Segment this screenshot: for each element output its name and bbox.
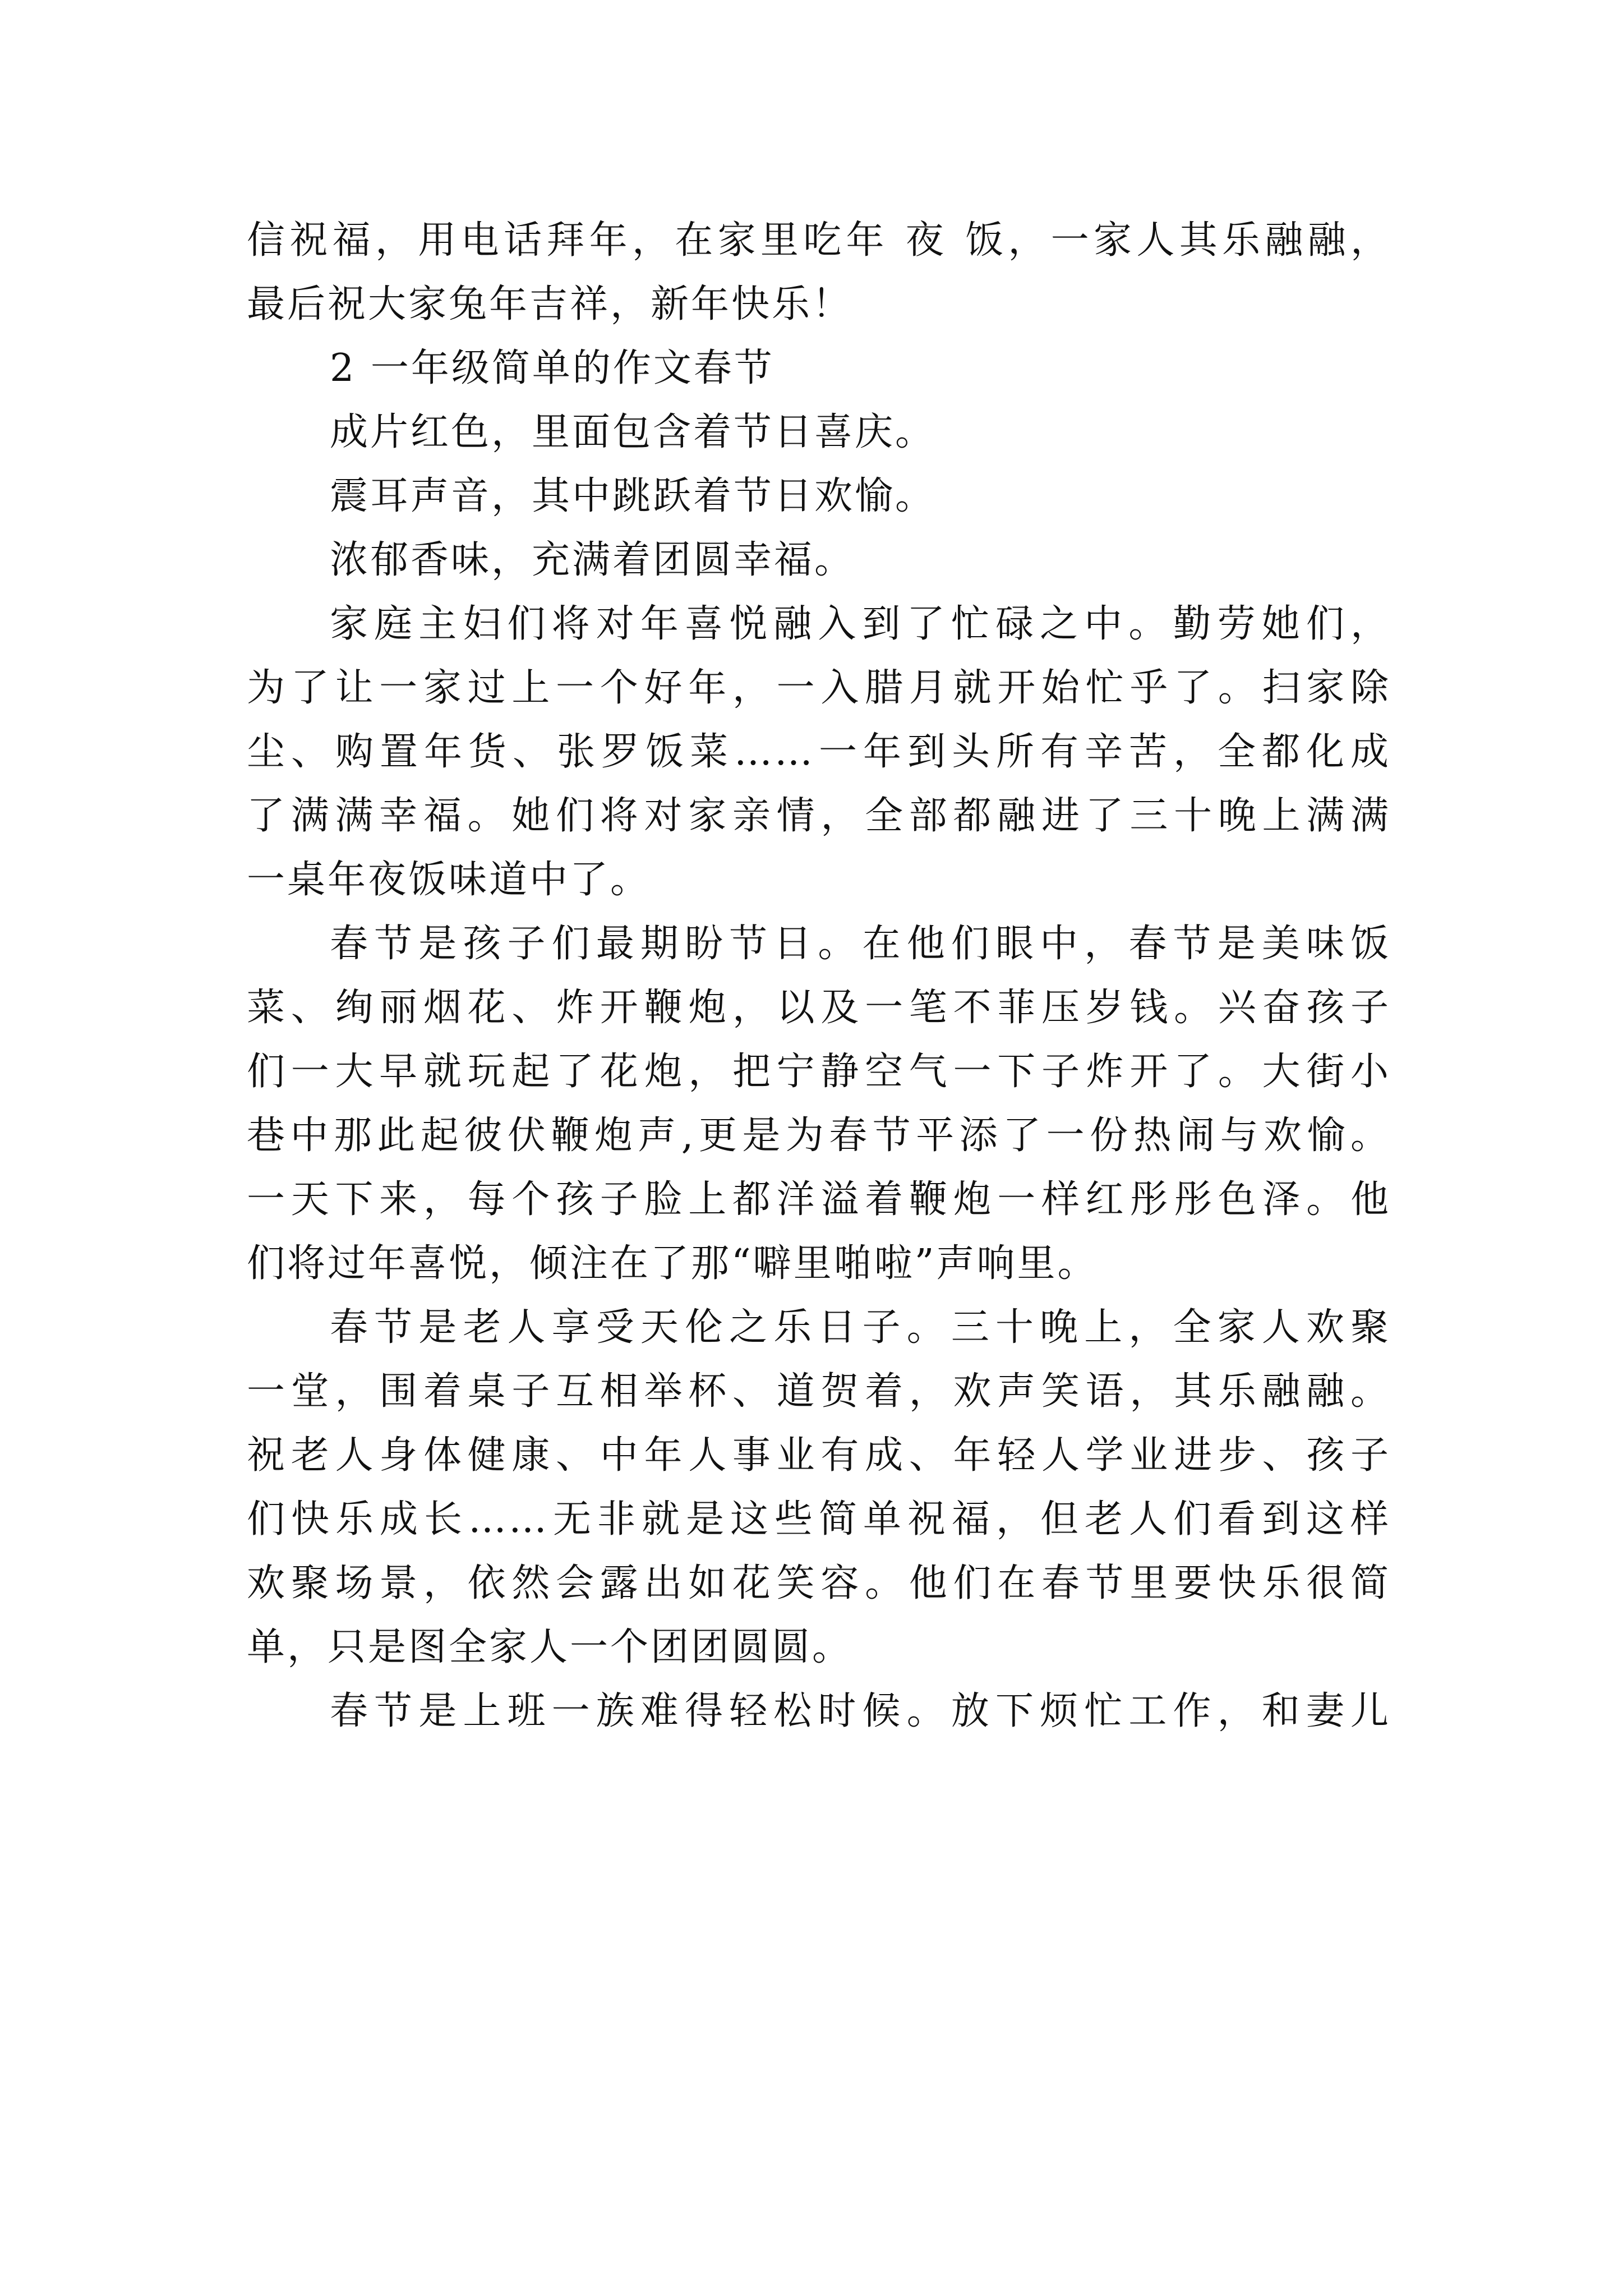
text-line: 一天下来，每个孩子脸上都洋溢着鞭炮一样红彤彤色泽。他 <box>247 1177 1391 1222</box>
text-line: 们一大早就玩起了花炮，把宁静空气一下子炸开了。大街小 <box>247 1050 1391 1094</box>
text-line: 祝老人身体健康、中年人事业有成、年轻人学业进步、孩子 <box>247 1433 1391 1478</box>
text-line: 2 一年级简单的作文春节 <box>330 346 774 390</box>
text-line: 震耳声音，其中跳跃着节日欢愉。 <box>330 474 936 518</box>
text-line: 了满满幸福。她们将对家亲情，全部都融进了三十晚上满满 <box>247 794 1391 838</box>
text-line: 一堂，围着桌子互相举杯、道贺着，欢声笑语，其乐融融。 <box>247 1369 1391 1414</box>
text-line: 春节是孩子们最期盼节日。在他们眼中，春节是美味饭 <box>330 922 1391 966</box>
text-line: 为了让一家过上一个好年，一入腊月就开始忙乎了。扫家除 <box>247 666 1391 710</box>
text-line: 菜、绚丽烟花、炸开鞭炮，以及一笔不菲压岁钱。兴奋孩子 <box>247 986 1391 1030</box>
text-line: 单，只是图全家人一个团团圆圆。 <box>247 1625 853 1669</box>
document-body <box>247 209 1391 1743</box>
text-line: 欢聚场景，依然会露出如花笑容。他们在春节里要快乐很简 <box>247 1561 1391 1605</box>
text-line: 们将过年喜悦，倾注在了那“噼里啪啦”声响里。 <box>247 1241 1098 1286</box>
text-line: 尘、购置年货、张罗饭菜……一年到头所有辛苦，全都化成 <box>247 730 1391 774</box>
text-line: 春节是上班一族难得轻松时候。放下烦忙工作，和妻儿 <box>330 1689 1391 1733</box>
text-line: 春节是老人享受天伦之乐日子。三十晚上，全家人欢聚 <box>330 1305 1391 1350</box>
text-line: 一桌年夜饭味道中了。 <box>247 858 651 902</box>
text-line: 信祝福，用电话拜年，在家里吃年 夜 饭，一家人其乐融融， <box>247 218 1391 263</box>
text-line: 最后祝大家兔年吉祥，新年快乐！ <box>247 282 853 326</box>
text-line: 们快乐成长……无非就是这些简单祝福，但老人们看到这样 <box>247 1497 1391 1542</box>
text-line: 巷中那此起彼伏鞭炮声,更是为春节平添了一份热闹与欢愉。 <box>247 1114 1391 1158</box>
text-line: 家庭主妇们将对年喜悦融入到了忙碌之中。勤劳她们， <box>330 602 1391 646</box>
text-line: 成片红色，里面包含着节日喜庆。 <box>330 410 936 454</box>
text-line: 浓郁香味，充满着团圆幸福。 <box>330 538 855 582</box>
